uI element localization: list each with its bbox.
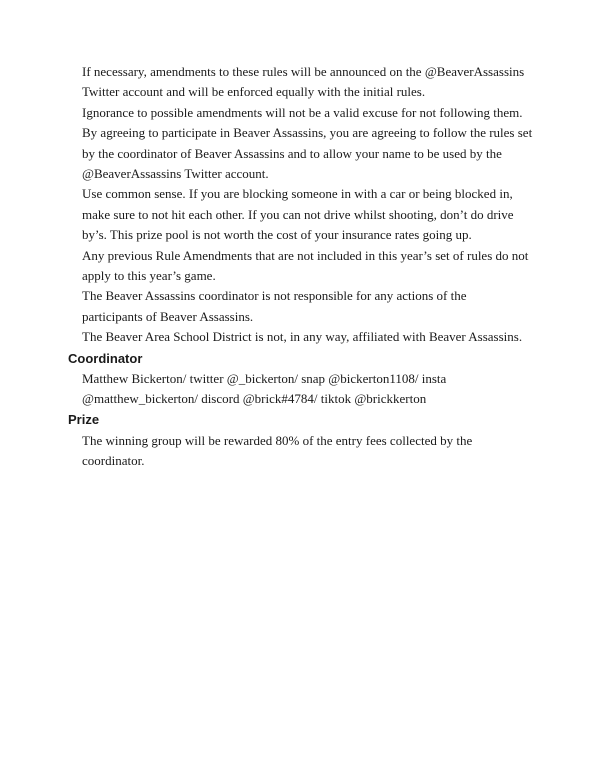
rules-line: If necessary, amendments to these rules will be announced on the @BeaverAssassins bbox=[82, 64, 525, 79]
rules-line: @BeaverAssassins Twitter account. bbox=[82, 166, 269, 182]
rules-amendments-section bbox=[82, 62, 552, 348]
prize-line: The winning group will be rewarded 80% of the entry fees collected by the bbox=[82, 433, 473, 448]
rules-line: by’s. This prize pool is not worth the cost of your insurance rates going up. bbox=[82, 227, 472, 243]
rules-line: Twitter account and will be enforced equally with the initial rules. bbox=[82, 84, 426, 100]
prize-heading: Prize bbox=[68, 412, 100, 427]
rules-line: by the coordinator of Beaver Assassins and to allow your name to be used by the bbox=[82, 145, 502, 161]
prize-section bbox=[82, 431, 552, 472]
coordinator-heading: Coordinator bbox=[68, 351, 143, 366]
coordinator-line: @matthew_bickerton/ discord @brick#4784/ tiktok @brickkerton bbox=[82, 391, 427, 407]
coordinator-line: Matthew Bickerton/ twitter @_bickerton/ snap @bickerton1108/ insta bbox=[82, 371, 447, 386]
rules-line: The Beaver Assassins coordinator is not responsible for any actions of the bbox=[82, 288, 467, 304]
rules-line: participants of Beaver Assassins. bbox=[82, 308, 254, 324]
rules-line: Ignorance to possible amendments will not be a valid excuse for not following them. bbox=[82, 104, 523, 120]
coordinator-section bbox=[82, 369, 552, 410]
rules-line: apply to this year’s game. bbox=[82, 268, 216, 284]
rules-line: Any previous Rule Amendments that are not included in this year’s set of rules do not bbox=[82, 247, 529, 263]
rules-line: The Beaver Area School District is not, in any way, affiliated with Beaver Assassins. bbox=[82, 329, 523, 345]
rules-line: Use common sense. If you are blocking someone in with a car or being blocked in, bbox=[82, 186, 513, 202]
rules-line: By agreeing to participate in Beaver Assassins, you are agreeing to follow the rules set bbox=[82, 125, 533, 141]
rules-line: make sure to not hit each other. If you can not drive whilst shooting, don’t do drive bbox=[82, 206, 514, 222]
prize-line: coordinator. bbox=[82, 453, 145, 469]
